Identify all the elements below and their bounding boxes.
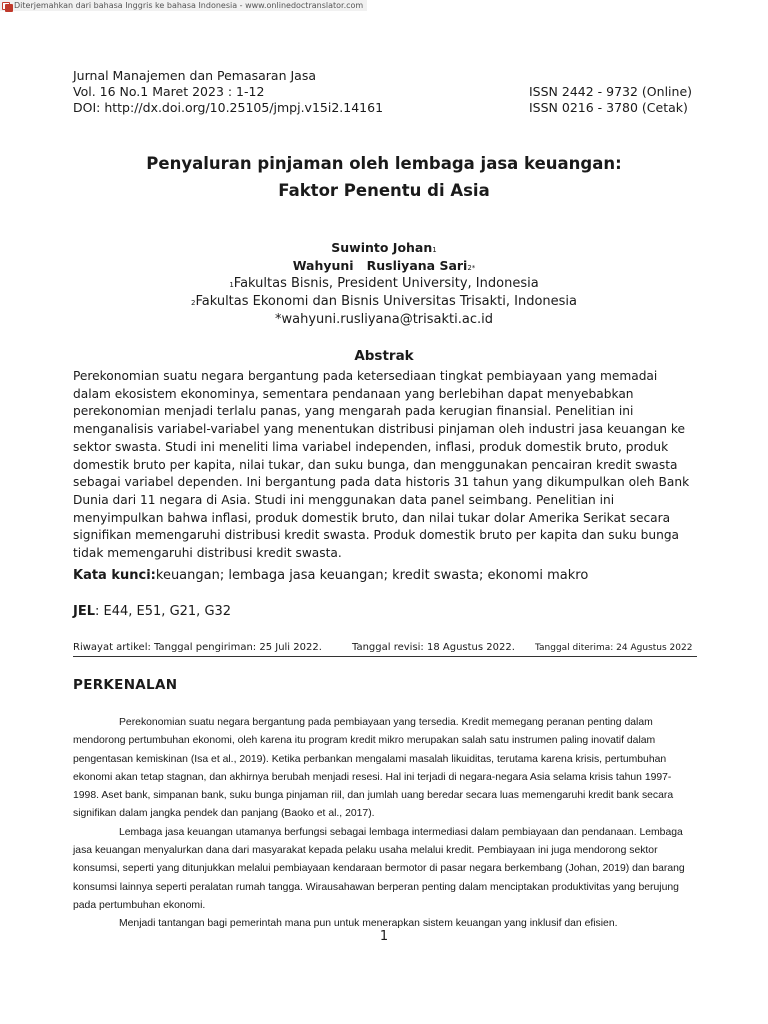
issn-online: ISSN 2442 - 9732 (Online) [529,84,693,99]
history-submitted: Riwayat artikel: Tanggal pengiriman: 25 Juli 2022. [73,642,322,653]
affiliation-1-text: Fakultas Bisnis, President University, Indonesia [233,276,539,291]
paper-title-line1: Penyaluran pinjaman oleh lembaga jasa keuangan: [146,154,622,173]
journal-header [73,68,383,116]
author-1-mark: 1 [432,246,437,254]
section-heading-introduction: PERKENALAN [73,677,178,693]
journal-name: Jurnal Manajemen dan Pemasaran Jasa [73,68,317,83]
author-1 [0,239,768,259]
affiliation-2-text: Fakultas Ekonomi dan Bisnis Universitas Trisakti, Indonesia [195,294,577,309]
issn-print: ISSN 0216 - 3780 (Cetak) [529,100,688,115]
jel-label: JEL [73,604,96,619]
article-history [73,642,697,657]
history-accepted: Tanggal diterima: 24 Agustus 2022 [535,643,693,653]
author-1-name: Suwinto Johan [331,240,433,255]
translation-banner[interactable] [0,0,367,11]
journal-volume: Vol. 16 No.1 Maret 2023 : 1-12 [73,84,265,99]
affiliation-2-mark: 2 [190,299,196,307]
keywords-label: Kata kunci: [73,568,156,583]
paragraph: Lembaga jasa keuangan utamanya berfungsi sebagai lembaga intermediasi dalam pembiayaan dan pendanaan. Lembaga jasa keuangan menyalurkan dana dari masyarakat kepada pelaku usaha melalui kredit. Pembiayaan ini juga mendorong sektor konsumsi, seperti yang ditunjukkan melalui pembiayaan kendaraan bermotor di pasar negara berkembang (Johan, 2019) dan barang konsumsi lainnya seperti peralatan rumah tangga. Wirausahawan berperan penting dalam menciptakan produktivitas yang berujung pada pertumbuhan ekonomi. [73,826,685,911]
keywords [73,568,588,583]
abstract-text: Perekonomian suatu negara bergantung pada ketersediaan tingkat pembiayaan yang memadai dalam ekosistem ekonominya, sementara pendanaan yang berlebihan dapat menyebabkan perekonomian menjadi terlalu panas, yang mengarah pada kerugian finansial. Penelitian ini menganalisis variabel-variabel yang menentukan distribusi pinjaman oleh industri jasa keuangan ke sektor swasta. Studi ini meneliti lima variabel independen, inflasi, produk domestik bruto, produk domestik bruto per kapita, nilai tukar, dan suku bunga, dan menggunakan pencairan kredit swasta sebagai variabel dependen. Ini bergantung pada data historis 31 tahun yang dikumpulkan oleh Bank Dunia dari 11 negara di Asia. Studi ini menggunakan data panel seimbang. Penelitian ini menyimpulkan bahwa inflasi, produk domestik bruto, dan nilai tukar dolar Amerika Serikat secara signifikan memengaruhi distribusi kredit swasta. Produk domestik bruto per kapita dan suku bunga tidak memengaruhi distribusi kredit swasta. [73,369,690,561]
abstract-heading: Abstrak [354,348,414,364]
author-2-mark: 2* [467,264,476,272]
translation-banner-text[interactable]: Diterjemahkan dari bahasa Inggris ke bahasa Indonesia - www.onlinedoctranslator.com [14,1,364,10]
paragraph: Menjadi tantangan bagi pemerintah mana pun untuk menerapkan sistem keuangan yang inklusif dan efisien. [119,918,618,930]
page-number: 1 [379,929,389,944]
journal-doi[interactable]: DOI: http://dx.doi.org/10.25105/jmpj.v15i2.14161 [73,100,384,115]
author-2-name: Wahyuni Rusliyana Sari [292,258,468,273]
issn-block [529,84,692,116]
jel-codes [73,604,231,619]
translator-logo-icon [2,2,11,10]
affiliation-2 [0,293,768,312]
keywords-text: keuangan; lembaga jasa keuangan; kredit swasta; ekonomi makro [155,568,589,583]
affiliation-1 [0,275,768,294]
corresponding-email[interactable]: *wahyuni.rusliyana@trisakti.ac.id [275,312,493,327]
history-revised: Tanggal revisi: 18 Agustus 2022. [352,642,515,653]
affiliation-1-mark: 1 [229,281,234,289]
author-2 [0,257,768,277]
paragraph: Perekonomian suatu negara bergantung pada pembiayaan yang tersedia. Kredit memegang peranan penting dalam mendorong pertumbuhan ekonomi, oleh karena itu program kredit mikro merupakan salah satu instrumen paling inovatif dalam pengentasan kemiskinan (Isa et al., 2019). Ketika perbankan mengalami masalah likuiditas, terutama karena krisis, pertumbuhan ekonomi akan tetap stagnan, dan akhirnya berubah menjadi resesi. Hal ini terjadi di negara-negara Asia selama krisis tahun 1997-1998. Aset bank, simpanan bank, suku bunga pinjaman riil, dan jumlah uang beredar secara luas memengaruhi kredit bank secara signifikan dalam jangka pendek dan panjang (Baoko et al., 2017). [73,717,674,820]
introduction-body [73,714,697,934]
jel-text: : E44, E51, G21, G32 [95,604,232,619]
paper-title-line2: Faktor Penentu di Asia [278,181,490,200]
